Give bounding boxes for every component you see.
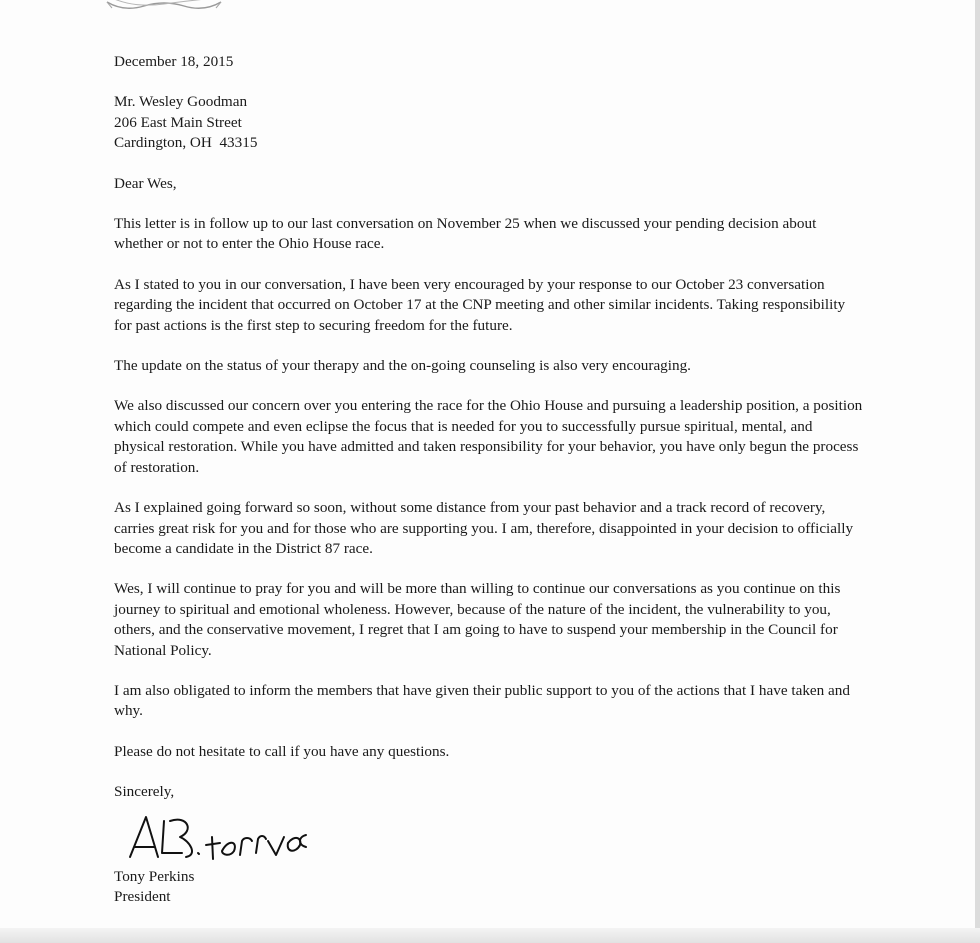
paragraph-5: As I explained going forward so soon, without some distance from your past behavior and a track record of recovery, carries great risk for you and for those who are supporting you. I am, therefore, disappointed in your decision to officially become a candidate in the District 87 race. xyxy=(114,499,854,557)
paragraph-3: The update on the status of your therapy and the on-going counseling is also very encouraging. xyxy=(114,357,691,375)
letterhead-logo-fragment xyxy=(104,0,224,16)
recipient-address xyxy=(114,92,864,153)
recipient-city-state-zip: Cardington, OH 43315 xyxy=(114,134,258,152)
paragraph-6: Wes, I will continue to pray for you and will be more than willing to continue our conversations as you continue on this journey to spiritual and emotional wholeness. However, because of the nature of the incident, the vulnerability to you, others, and the conservative movement, I regret that I am going to have to suspend your membership in the Council for National Policy. xyxy=(114,580,841,659)
letter-body xyxy=(114,52,864,907)
paragraph-1: This letter is in follow up to our last conversation on November 25 when we discussed your pending decision about whether or not to enter the Ohio House race. xyxy=(114,215,817,253)
handwritten-signature xyxy=(124,807,309,865)
viewer-right-edge xyxy=(975,0,980,943)
paragraph-2: As I stated to you in our conversation, I have been very encouraged by your response to our October 23 conversation regarding the incident that occurred on October 17 at the CNP meeting and other similar incidents. Taking responsibility for past actions is the first step to securing freedom for the future. xyxy=(114,275,846,334)
paragraph-8: Please do not hesitate to call if you have any questions. xyxy=(114,742,450,760)
viewer-bottom-shade xyxy=(0,928,980,943)
letter-date: December 18, 2015 xyxy=(114,53,234,70)
signer-name: Tony Perkins xyxy=(114,867,195,885)
paragraph-7: I am also obligated to inform the members that have given their public support to you of the actions that I have taken and why. xyxy=(114,681,850,720)
signer-title: President xyxy=(114,887,171,905)
closing: Sincerely, xyxy=(114,783,175,801)
salutation: Dear Wes, xyxy=(114,174,177,192)
recipient-street: 206 East Main Street xyxy=(114,113,242,131)
paragraph-4: We also discussed our concern over you entering the race for the Ohio House and pursuing a leadership position, a position which could compete and even eclipse the focus that is needed for you to successfully pursue spiritual, mental, and physical restoration. While you have admitted and taken responsibility for your behavior, you have only begun the process of restoration. xyxy=(114,397,863,476)
recipient-name: Mr. Wesley Goodman xyxy=(114,93,248,111)
signer-block xyxy=(114,867,864,908)
